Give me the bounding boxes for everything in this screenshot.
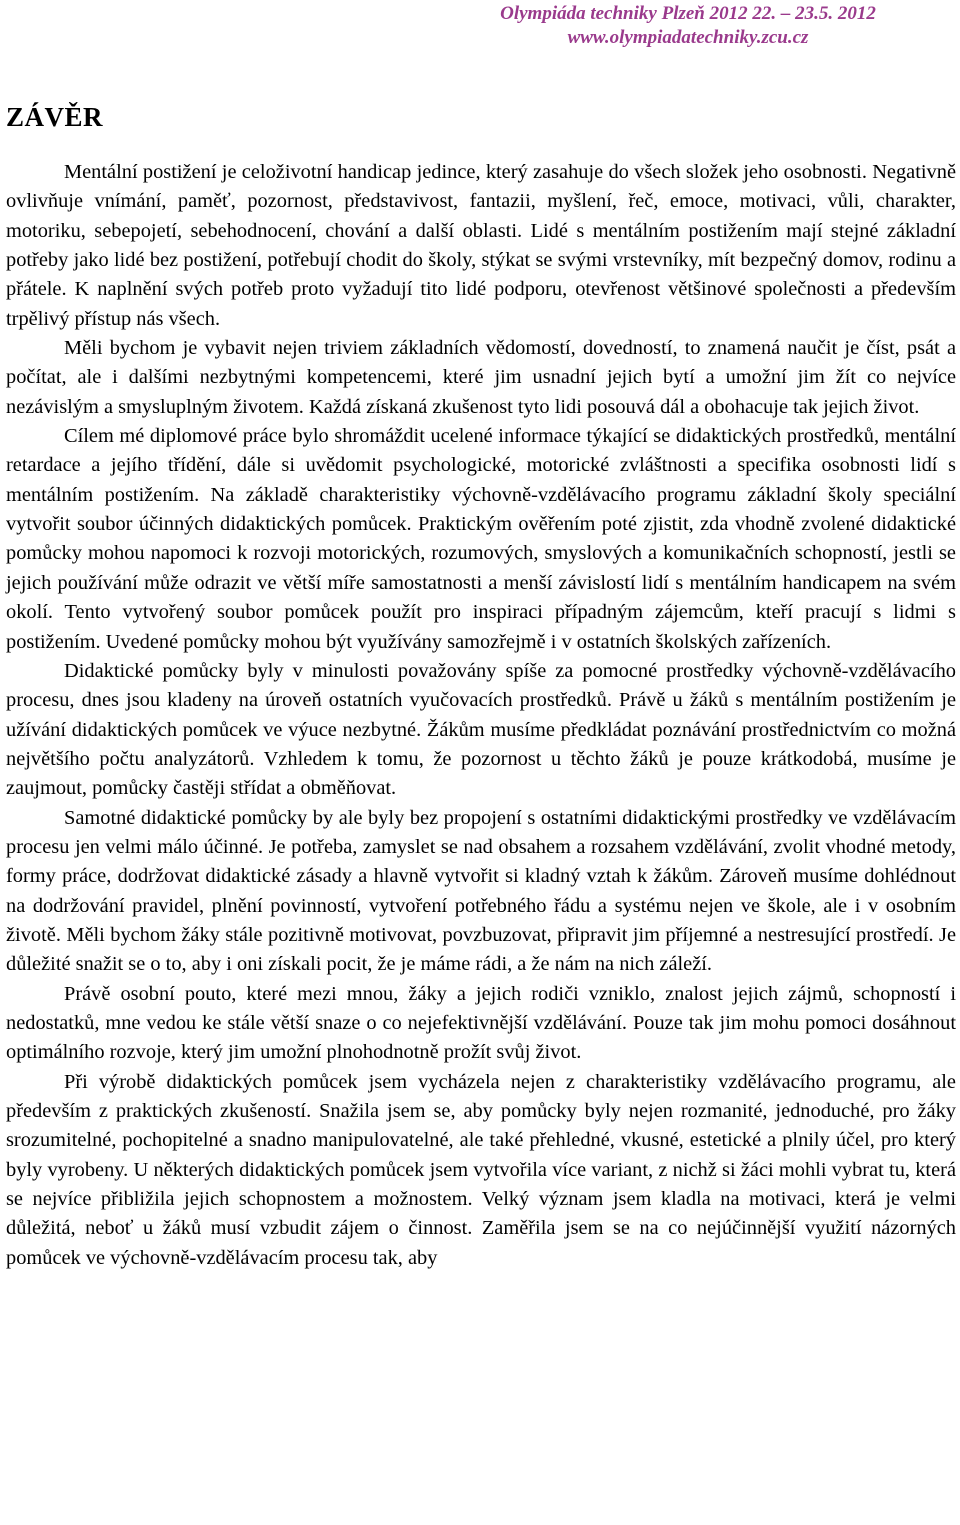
paragraph: Při výrobě didaktických pomůcek jsem vycházela nejen z charakteristiky vzdělávacího programu, ale především z praktických zkušeností. Snažila jsem se, aby pomůcky byly nejen rozmanité, jednoduché, pro žáky srozumitelné, pochopitelné a snadno manipulovatelné, ale také přehledné, vkusné, estetické a plnily účel, pro který byly vyrobeny. U některých didaktických pomůcek jsem vytvořila více variant, z nichž si žáci mohli vybrat tu, která se nejvíce přibližila jejich schopnostem a možnostem. Velký význam jsem kladla na motivaci, která je velmi důležitá, neboť u žáků musí vzbudit zájem o činnost. Zaměřila jsem se na co nejúčinnější využití názorných pomůcek ve výchovně-vzdělávacím procesu tak, aby — [6, 1070, 956, 1269]
paragraph: Didaktické pomůcky byly v minulosti považovány spíše za pomocné prostředky výchovně-vzdělávacího procesu, dnes jsou kladeny na úroveň ostatních vyučovacích prostředků. Právě u žáků s mentálním postižením je užívání didaktických pomůcek ve výuce nezbytné. Žákům musíme předkládat poznávání prostřednictvím co možná největšího počtu analyzátorů. Vzhledem k tomu, že pozornost u těchto žáků je pouze krátkodobá, musíme je zaujmout, pomůcky častěji střídat a obměňovat. — [6, 659, 956, 800]
page-header — [438, 2, 938, 50]
paragraph: Mentální postižení je celoživotní handicap jedince, který zasahuje do všech složek jeho osobnosti. Negativně ovlivňuje vnímání, paměť, pozornost, představivost, fantazii, myšlení, řeč, emoce, motivaci, vůli, charakter, motoriku, sebepojetí, sebehodnocení, chování a další oblasti. Lidé s mentálním postižením mají stejné základní potřeby jako lidé bez postižení, potřebují chodit do školy, stýkat se svými vrstevníky, mít bezpečný domov, rodinu a přátele. K naplnění svých potřeb proto vyžadují tito lidé podporu, otevřenost většinové společnosti a především trpělivý přístup nás všech. — [6, 161, 956, 330]
paragraph: Samotné didaktické pomůcky by ale byly bez propojení s ostatními didaktickými prostředky ve vzdělávacím procesu jen velmi málo účinné. Je potřeba, zamyslet se nad obsahem a rozsahem vzdělávání, zvolit vhodné metody, formy práce, dodržovat didaktické zásady a hlavně vytvořit si kladný vztah k žákům. Zároveň musíme dohlédnout na dodržování pravidel, plnění povinností, vytvoření potřebného řádu a systému nejen ve škole, ale i v osobním životě. Měli bychom žáky stále pozitivně motivovat, povzbuzovat, připravit jim příjemné a nestresující prostředí. Je důležité snažit se o to, aby i oni získali pocit, že je máme rádi, a že nám na nich záleží. — [6, 806, 956, 976]
section-title: ZÁVĚR — [6, 102, 104, 132]
paragraph: Právě osobní pouto, které mezi mnou, žáky a jejich rodiči vzniklo, znalost jejich zájmů, schopností i nedostatků, mne vedou ke stále větší snaze o co nejefektivnější vzdělávání. Pouze tak jim mohu pomoci dosáhnout optimálního rozvoje, který jim umožní plnohodnotně prožít svůj život. — [6, 982, 956, 1064]
body-text — [6, 158, 956, 1273]
paragraph: Měli bychom je vybavit nejen triviem základních vědomostí, dovedností, to znamená naučit je číst, psát a počítat, ale i dalšími nezbytnými kompetencemi, které jim usnadní jejich bytí a umožní jim žít co nejvíce nezávislým a smysluplným životem. Každá získaná zkušenost tyto lidi posouvá dál a obohacuje tak jejich život. — [6, 337, 956, 418]
header-url-line: www.olympiadatechniky.zcu.cz — [567, 27, 809, 48]
paragraph: Cílem mé diplomové práce bylo shromáždit ucelené informace týkající se didaktických prostředků, mentální retardace a jejího třídění, dále si uvědomit psychologické, motorické zvláštnosti a specifika osobnosti lidí s mentálním postižením. Na základě charakteristiky výchovně-vzdělávacího programu základní školy speciální vytvořit soubor účinných didaktických pomůcek. Praktickým ověřením poté zjistit, zda vhodně zvolené didaktické pomůcky mohou napomoci k rozvoji motorických, rozumových, smyslových a komunikačních schopností, jestli se jejich používání může odrazit ve větší míře samostatnosti a menší závislostí lidí s mentálním handicapem na svém okolí. Tento vytvořený soubor pomůcek použít pro inspiraci případným zájemcům, kteří pracují s lidmi s postižením. Uvedené pomůcky mohou být využívány samozřejmě i v ostatních školských zařízeních. — [6, 425, 956, 653]
header-event-line: Olympiáda techniky Plzeň 2012 22. – 23.5. 2012 — [500, 3, 876, 24]
